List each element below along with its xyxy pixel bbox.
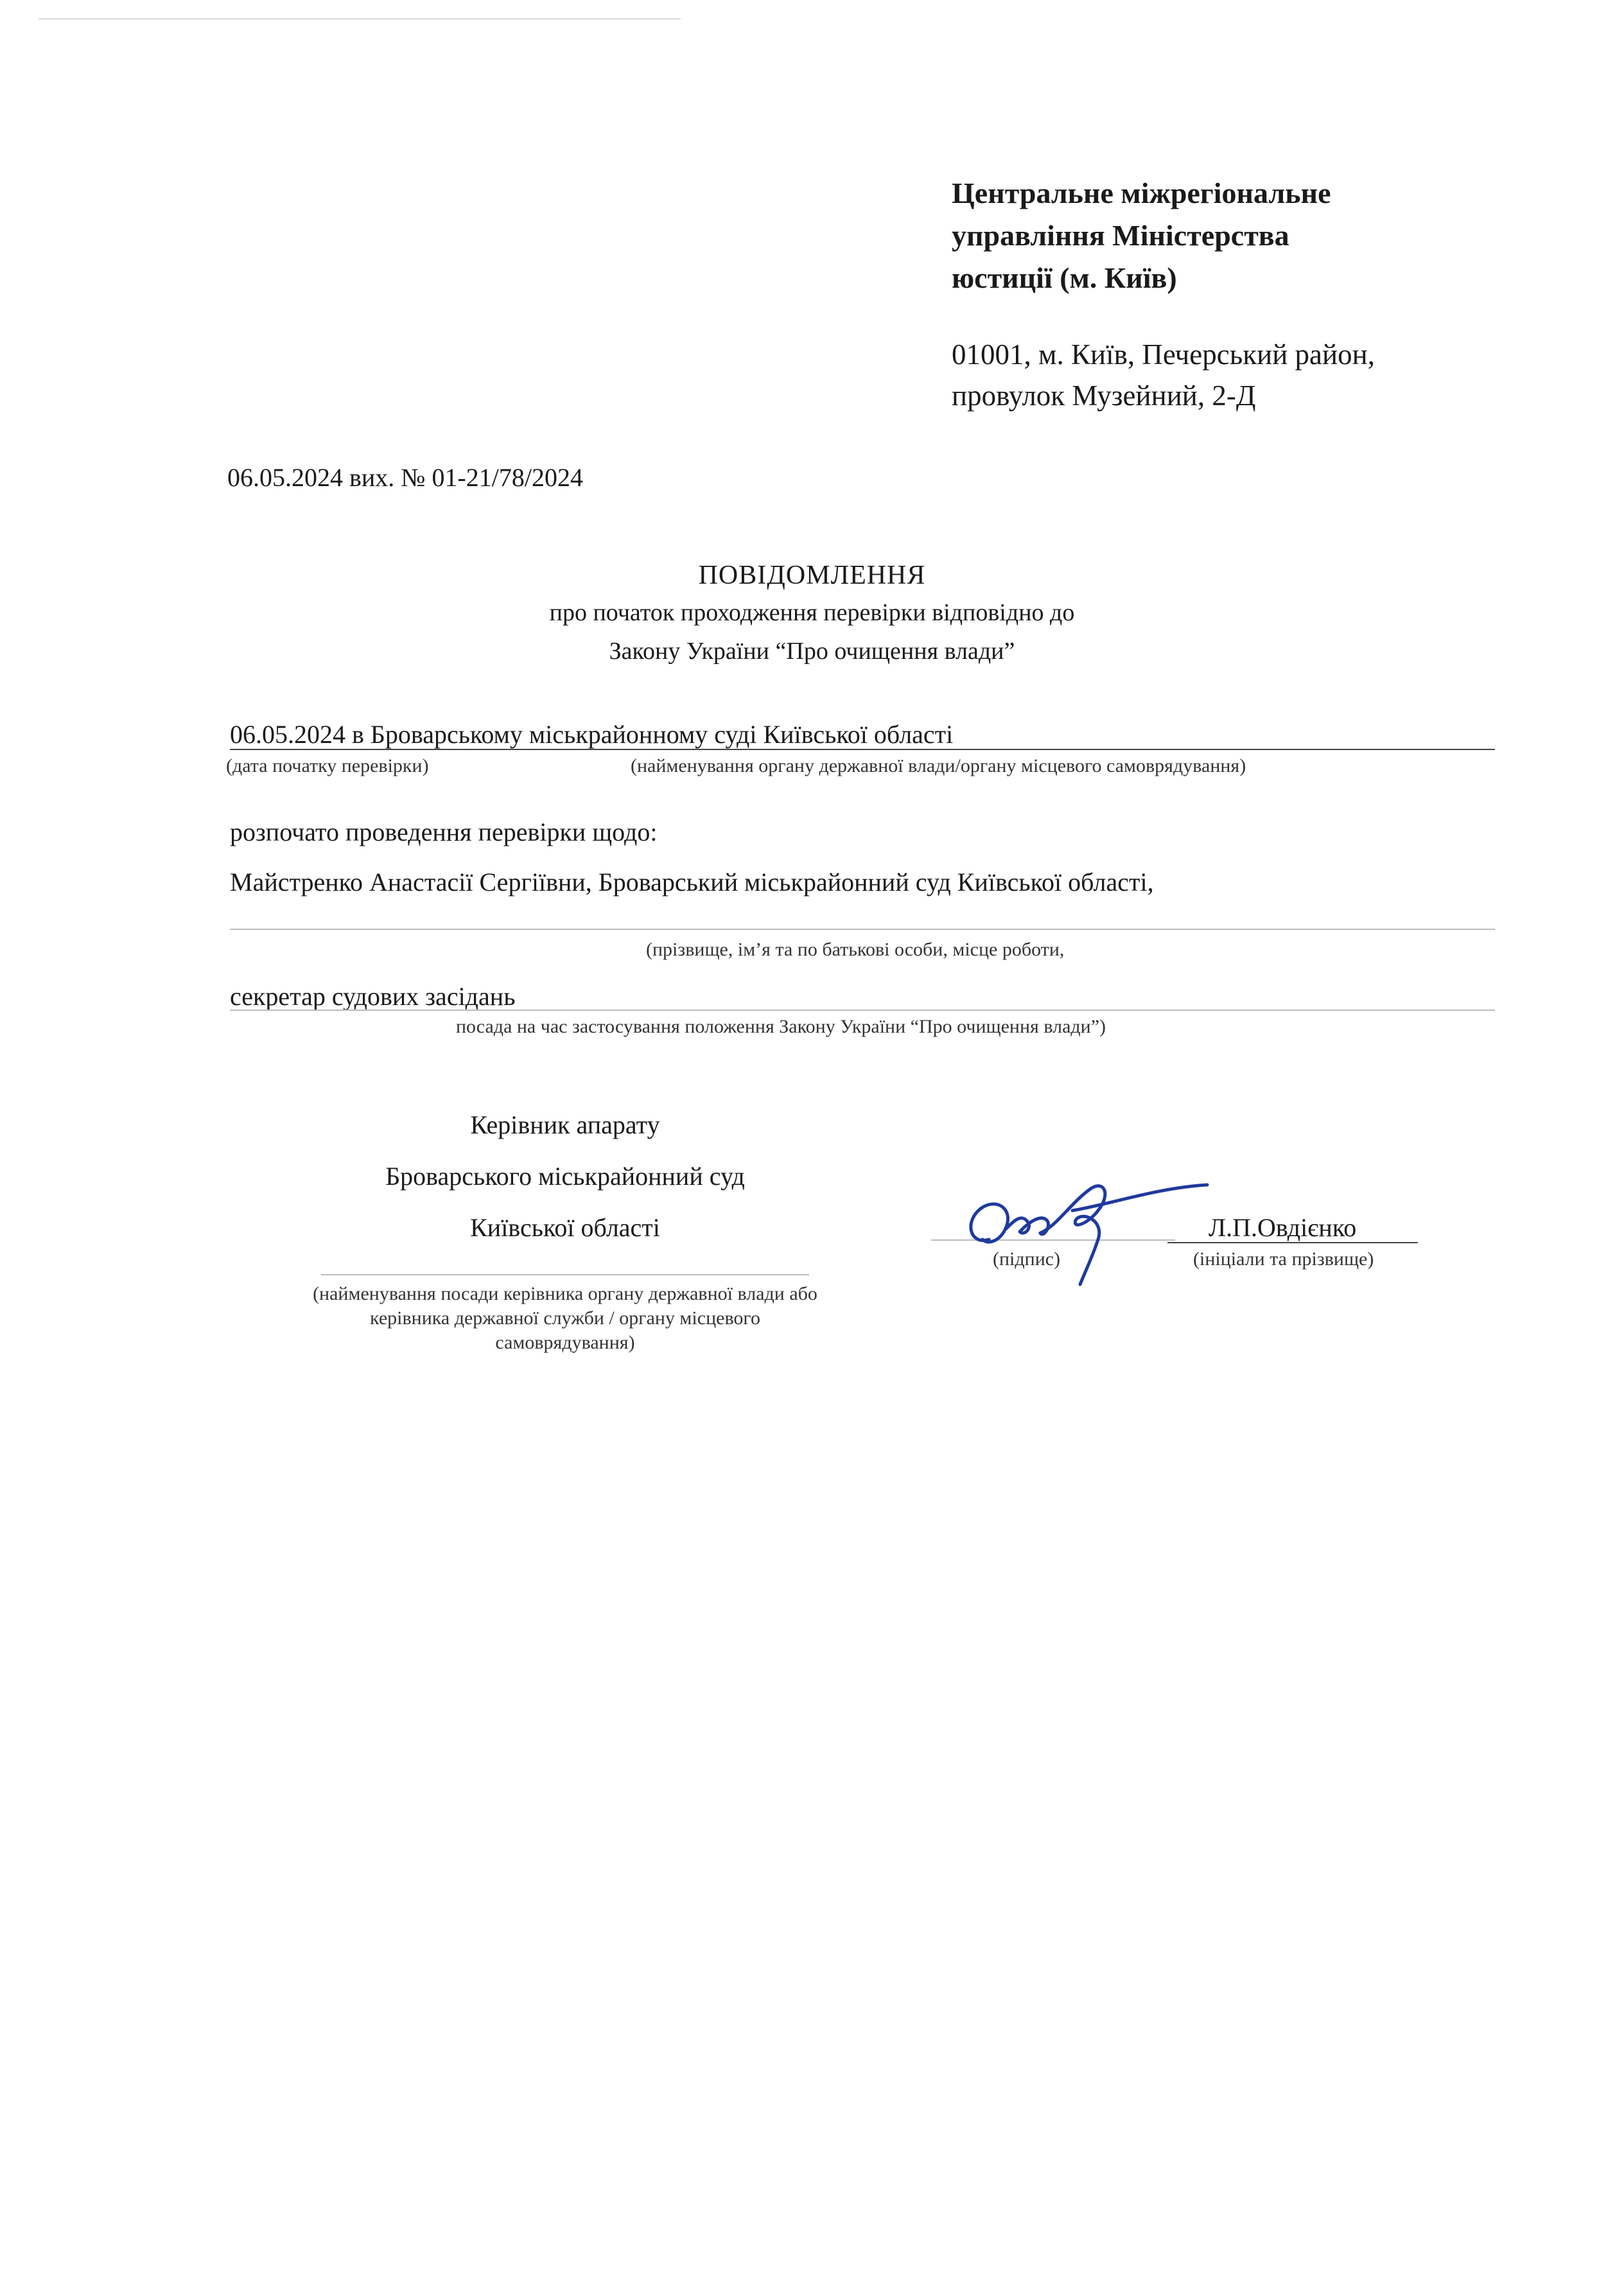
hint-date: (дата початку перевірки) — [226, 755, 429, 776]
scan-edge-line — [39, 18, 681, 20]
hint-position: посада на час застосування положення Закону України “Про очищення влади”) — [456, 1016, 1106, 1037]
subject-person: Майстренко Анастасії Сергіївни, Броварський міськрайонний суд Київської області, — [230, 868, 1154, 896]
hint-signature: (підпис) — [993, 1248, 1061, 1270]
document-subtitle: про початок проходження перевірки відповідно до — [549, 599, 1075, 626]
handwritten-signature — [944, 1150, 1214, 1297]
signatory-hint: (найменування посади керівника органу державної влади або — [313, 1283, 817, 1304]
signatory-name: Л.П.Овдієнко — [1209, 1213, 1357, 1242]
addressee — [952, 172, 1331, 299]
hint-name: (ініціали та прізвище) — [1193, 1248, 1374, 1270]
signatory-hint: керівника державної служби / органу місцевого — [370, 1308, 760, 1329]
signatory-hint: самоврядування) — [495, 1332, 635, 1353]
hint-body: (найменування органу державної влади/органу місцевого самоврядування) — [631, 755, 1246, 776]
subject-intro: розпочато проведення перевірки щодо: — [230, 818, 658, 846]
signatory-underline — [321, 1274, 809, 1275]
signatory-title-line: Броварського міськрайонний суд — [385, 1162, 745, 1191]
signatory-title-line: Київської області — [470, 1213, 660, 1242]
position-underline — [230, 1010, 1495, 1011]
subject-position: секретар судових засідань — [230, 982, 516, 1011]
address-line: 01001, м. Київ, Печерський район, — [952, 338, 1375, 371]
outgoing-number: 06.05.2024 вих. № 01-21/78/2024 — [227, 463, 584, 492]
document-subtitle: Закону України “Про очищення влади” — [609, 638, 1015, 665]
addressee-line: Центральне міжрегіональне — [952, 177, 1331, 209]
inspection-line: 06.05.2024 в Броварському міськрайонному суді Київської області — [230, 720, 954, 749]
address-line: провулок Музейний, 2-Д — [952, 380, 1256, 412]
addressee-line: управління Міністерства — [952, 219, 1289, 252]
hint-person: (прізвище, ім’я та по батькові особи, місце роботи, — [646, 939, 1065, 960]
name-underline — [1167, 1242, 1418, 1243]
addressee-address — [952, 334, 1375, 416]
addressee-line: юстиції (м. Київ) — [952, 261, 1177, 294]
signatory-title-line: Керівник апарату — [470, 1110, 660, 1139]
person-underline — [230, 929, 1495, 930]
inspection-underline — [230, 749, 1495, 750]
document-title: ПОВІДОМЛЕННЯ — [698, 561, 926, 590]
